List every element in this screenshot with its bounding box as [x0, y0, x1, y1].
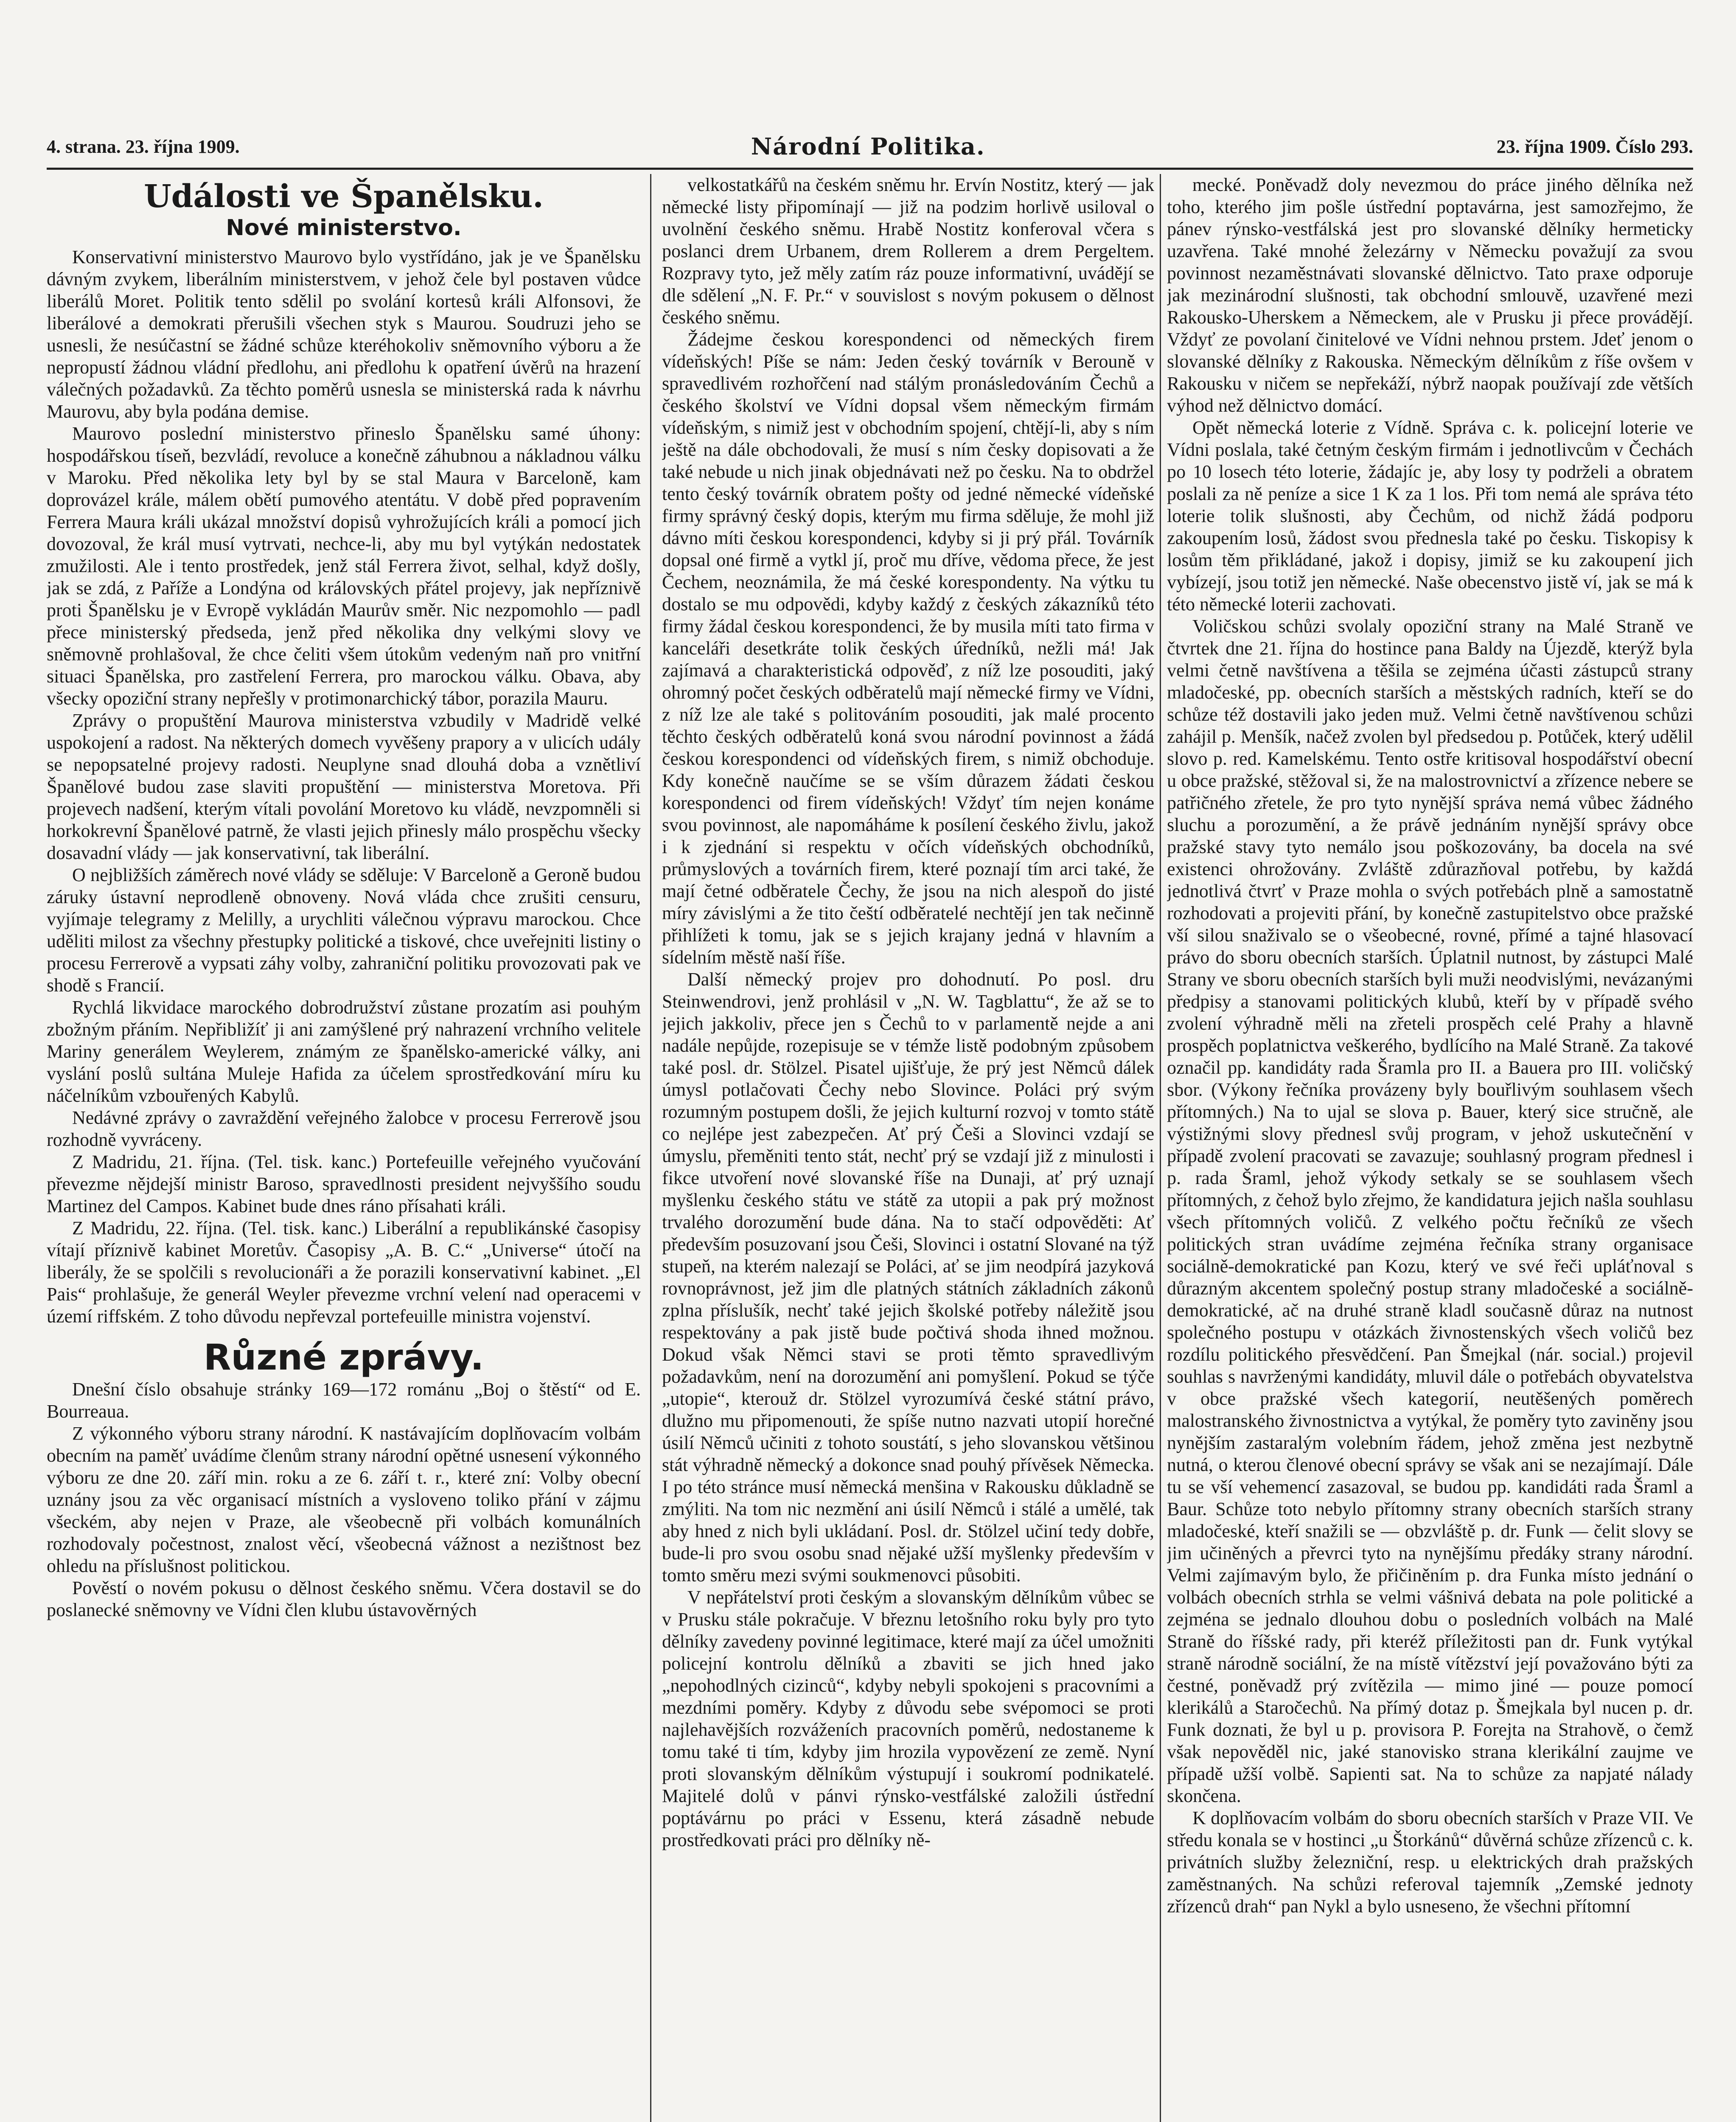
header-issue-number: 23. října 1909. Číslo 293. [1496, 136, 1693, 157]
paragraph: Voličskou schůzi svolaly opoziční strany na Malé Straně ve čtvrtek dne 21. října do hostince pana Baldy na Újezdě, kterýž byla velmi četně navštívena a těšila se zejména účasti zástupců strany mladočeské, pp. obecních starších a městských radních, kteří se do schůze též dostavili jako jeden muž. Velmi četně navštívenou schůzi zahájil p. Menšík, načež zvolen byl předsedou p. Potůček, který udělil slovo p. red. Kamelskému. Tento ostře kritisoval hospodářství obecní u obce pražské, stěžoval si, že na malostrovnictví a zřízence nebere se patřičného zřetele, že pro tyto nynější správa nemá vůbec žádného sluchu a porozumění, a že právě jednáním nynější správy obce pražské stavy tyto nemálo jsou poškozovány, ba docela na své existenci ohrožovány. Zvláště zdůrazňoval potřebu, by každá jednotlivá čtvrť v Praze mohla o svých potřebách plně a samostatně rozhodovati a projeviti přání, by konečně zastupitelstvo obce pražské vší silou snaživalo se o všeobecné, rovné, přímé a tajné hlasovací právo do sboru obecních starších. Úplatnil nutnost, by zástupci Malé Strany ve sboru obecních starších byli muži neodvislými, nevázanými předpisy a stanovami politických klubů, kteří by v případě svého zvolení výhradně měli na zřeteli prospěch celé Prahy a hlavně prospěch poplatnictva veškerého, bydlícího na Malé Straně. Za takové označil pp. kandidáty rada Šramla pro II. a Bauera pro III. voličský sbor. (Výkony řečníka provázeny byly bouřlivým souhlasem všech přítomných.) Na to ujal se slova p. Bauer, který sice stručně, ale výstižnými slovy přednesl svůj program, v jehož uskutečnění v případě zvolení pracovati se zavazuje; souhlasný program přednesl i p. rada Šraml, jehož výkody setkaly se se souhlasem všech přítomných, z čehož bylo zřejmo, že kandidatura jejich našla souhlasu všech přítomných voličů. Z velkého počtu řečníků ze všech politických stran uvádíme zejména řečníka strany organisace sociálně-demokratické pan Kozu, který ve své řeči upláťnoval s důrazným akcentem společný postup strany mladočeské a sociálně-demokratické, ač na druhé straně kladl současně důraz na nutnost společného postupu v otázkách živnostenských všech voličů bez rozdílu politického přesvědčení. Pan Šmejkal (nár. social.) projevil souhlas s navrženými kandidáty, mluvil dále o potřebách obyvatelstva v obce pražské všech kategorií, neutěšených poměrech malostranského živnostnictva a vytýkal, že poměry tyto zaviněny jsou nynějším zastaralým volebním řádem, jehož změna jest nezbytně nutná, o kterou členové obecní správy se však ani se nezajímají. Dále tu se vší vehemencí zasazoval, se budou pp. kandidáti rada Šraml a Baur. Schůze toto nebylo přítomny strany obecních starších strany mladočeské, kteří snažili se — obzvláště p. dr. Funk — čelit slovy se jim učiněných a převrci tyto na nynějšímu předáky strany národní. Velmi zajímavým bylo, že přičiněním p. dra Funka místo jednání o volbách obecních strhla se velmi vášnivá debata na pole politické a zejména se jednalo dlouhou dobu o posledních volbách na Malé Straně do říšské rady, při kteréž příležitosti pan dr. Funk vytýkal straně národně sociální, že na místě vítězství její považováno býti za čestné, poněvadž prý zvítězila — mimo jiné — pouze pomocí klerikálů a Staročechů. Na přímý dotaz p. Šmejkala byl nucen p. dr. Funk doznati, že byl u p. provisora P. Forejta na Strahově, o čemž však nepověděl nic, jaké stanovisko strana klerikální zaujme ve případě užší volbě. Sapienti sat. Na to schůze za napjaté nálady skončena. [1167, 616, 1693, 1806]
paragraph: Nedávné zprávy o zavraždění veřejného žalobce v procesu Ferrerově jsou rozhodně vyvráceny. [47, 1107, 641, 1150]
header-page-date: 4. strana. 23. října 1909. [47, 136, 240, 157]
paragraph: Maurovo poslední ministerstvo přineslo Španělsku samé úhony: hospodářskou tíseň, bezvládí, revoluce a konečně záhubnou a nákladnou válku v Maroku. Před několika lety byl by se stal Maura v Barceloně, kam doprovázel krále, málem obětí pumového atentátu. V době před popravením Ferrera Maura králi ukázal množství dopisů vyhrožujících králi a pomocí jich dovozoval, že král musí vytrvati, nechce-li, aby mu byl vytýkán nedostatek zmužilosti. Ale i tento prostředek, jenž stál Ferrera život, selhal, když došly, jak se zdá, z Paříže a Londýna od královských přátel projevy, jak nepříznivě proti Španělsku je v Evropě vykládán Maurův směr. Nic nezpomohlo — padl přece ministerský předseda, jenž před několika dny velkými slovy ve sněmovně prohlašoval, že chce čeliti všem útokům vedeným naň pro vnitřní situaci Španělska, pro zastřelení Ferrera, pro marockou válku. Obava, aby všecky opoziční strany nepřešly v protimonarchický tábor, porazila Mauru. [47, 423, 641, 709]
paragraph: Z Madridu, 22. října. (Tel. tisk. kanc.) Liberální a republikánské časopisy vítají příznivě kabinet Moretův. Časopisy „A. B. C.“ „Universe“ útočí na liberály, že se spolčili s revolucionáři a že porazili konservativní kabinet. „El Pais“ prohlašuje, že generál Weyler převezme vrchní velení nad operacemi v území riffském. Z toho důvodu nepřevzal portefeuille ministra vojenství. [47, 1218, 641, 1327]
paragraph: mecké. Poněvadž doly nevezmou do práce jiného dělníka než toho, kterého jim pošle ústřední poptavárna, jest samozřejmo, že pánev rýnsko-vestfálská jest pro slovanské dělníky hermeticky uzavřena. Také mnohé železárny v Německu považují za svou povinnost nezaměstnávati slovanské dělnictvo. Tato praxe odporuje jak mezinárodní slušnosti, tak obchodní smlouvě, uzavřené mezi Rakousko-Uherskem a Německem, ale v Prusku ji přece provádějí. Vždyť ze povolaní činitelové ve Vídni nehnou prstem. Jdeť jenom o slovanské dělníky z Rakouska. Německým dělníkům z říše ovšem v Rakousku v ničem se nepřekáží, nýbrž naopak používají zde větších výhod než dělnictvo domácí. [1167, 174, 1693, 416]
column-3 [1167, 174, 1693, 2122]
paragraph: Rychlá likvidace marockého dobrodružství zůstane prozatím asi pouhým zbožným přáním. Nepřibližíť ji ani zamýšlené prý nahrazení vrchního velitele Mariny generálem Weylerem, známým ze španělsko-americké války, ani vyslání poslů sultána Muleje Hafida za účelem sprostředkování míru ku náčelníkům vzbouřených Kabylů. [47, 997, 641, 1106]
paragraph: Zprávy o propuštění Maurova ministerstva vzbudily v Madridě velké uspokojení a radost. Na některých domech vyvěšeny prapory a v ulicích udály se nepopsatelné projevy radosti. Neuplyne snad dlouhá doba a vznětliví Španělové budou zase slaviti propuštění — ministerstva Moretova. Při projevech nadšení, kterým vítali povolání Moretovo ku vládě, nevzpomněli si horkokrevní Španělové patrně, že vlasti jejich přinesly málo prospěchu všecky dosavadní vlády — jak konservativní, tak liberální. [47, 710, 641, 863]
column-2 [662, 174, 1154, 2122]
paragraph: Z výkonného výboru strany národní. K nastávajícím doplňovacím volbám obecním na paměť uvádíme členům strany národní opětné usnesení výkonného výboru ze dne 20. září min. roku a ze 6. září t. r., které zní: Volby obecní uznány jsou za věc organisací místních a vysloveno toliko přání v zájmu všeckém, aby nejen v Praze, ale všeobecně při volbách komunálních rozhodovaly počestnost, znalost věcí, všeobecná vážnost a nezištnost bez ohledu na příslušnost politickou. [47, 1423, 641, 1576]
paragraph: Z Madridu, 21. října. (Tel. tisk. kanc.) Portefeuille veřejného vyučování převezme nějdejší ministr Baroso, spravedlnosti president nejvyššího soudu Martinez del Campos. Kabinet bude dnes ráno přísahati králi. [47, 1151, 641, 1216]
paragraph: Opět německá loterie z Vídně. Správa c. k. policejní loterie ve Vídni poslala, také četným českým firmám i jednotlivcům v Čechách po 10 losech této loterie, žádajíc je, aby losy ty podrželi a obratem poslali za ně peníze a sice 1 K za 1 los. Při tom nemá ale správa této loterie tolik slušnosti, aby Čechům, od nichž žádá podporu zakoupením losů, žádost svou přednesla také po česku. Tiskopisy k losům těm přikládané, jakož i dopisy, jimiž se ku zakoupení jich vybízejí, jsou totiž jen německé. Naše obecenstvo jistě ví, jak se má k této německé loterii zachovati. [1167, 417, 1693, 615]
paragraph: Žádejme českou korespondenci od německých firem vídeňských! Píše se nám: Jeden český továrník v Berouně v spravedlivém rozhořčení nad stálým pronásledováním Čechů a českého školství ve Vídni dopsal všem německým firmám vídeňským, s nimiž jest v obchodním spojení, chtějí-li, aby s ním ještě na dále obchodovali, že musí s ním česky dopisovati a že také nebude u nich jinak objednávati než po česku. Na to obdržel tento český továrník obratem pošty od jedné německé vídeňské firmy správný český dopis, kterým mu firma sděluje, že mohl již dávno míti českou korespondenci, kdyby si ji prý přál. Továrník dopsal oné firmě a vytkl jí, proč mu dříve, vědoma přece, že jest Čechem, neoznámila, že má české korespondenty. Na výtku tu dostalo se mu odpovědi, kdyby každý z českých zákazníků této firmy žádal českou korespondenci, že by musila míti tato firma v kanceláři desetkráte tolik českých úředníků, nežli má! Jak zajímavá a charakteristická odpověď, z níž lze posouditi, jaký ohromný počet českých odběratelů mají německé firmy ve Vídni, z níž lze ale také s politováním posouditi, jak malé procento těchto českých odběratelů koná svou národní povinnost a žádá českou korespondenci od vídeňských firem, s nimiž obchoduje. Kdy konečně naučíme se se vším důrazem žádati českou korespondenci od firem vídeňských! Vždyť tím nejen konáme svou povinnost, ale napomáháme k posílení českého živlu, jakož i k zjednání si respektu v očích vídeňských obchodníků, průmyslových a továrních firem, které poznají tím arci také, že mají četné odběratele Čechy, že jsou na nich alespoň do jisté míry závislými a že tito čeští odběratelé nechtějí jen tak nečinně přihlížeti k tomu, jak se s jejich krajany jedná v hlavním a sídelním městě naší říše. [662, 329, 1154, 968]
paragraph: Pověstí o novém pokusu o dělnost českého sněmu. Včera dostavil se do poslanecké sněmovny ve Vídni člen klubu ústavověrných [47, 1577, 641, 1620]
article-headline: Události ve Španělsku. [144, 178, 544, 215]
header-rule [47, 168, 1693, 170]
column-divider [1160, 174, 1161, 2122]
masthead: Národní Politika. [751, 133, 985, 160]
page-header [47, 127, 1693, 166]
paragraph: Další německý projev pro dohodnutí. Po posl. dru Steinwendrovi, jenž prohlásil v „N. W. Tagblattu“, že až se to jejich jakkoliv, přece jen s Čechů to v parlamentě nejde a ani nadále nepůjde, rozepisuje se v témže listě podobným způsobem také posl. dr. Stölzel. Pisatel ujišťuje, že prý jest Němců dálek úmysl potlačovati Čechy nebo Slovince. Poláci prý svým rozumným postupem došli, že jejich kulturní rozvoj v tomto státě co nejlépe jest zabezpečen. Ať prý Češi a Slovinci vzdají se úmyslu, přeměniti tento stát, nechť prý se vzdají již z minulosti i fikce utvoření nové slovanské říše na Dunaji, ať prý uznají myšlenku českého státu ve státě za utopii a pak prý možnost trvalého dorozumění bude dána. Na to stačí odpověděti: Ať především posuzovaní jsou Češi, Slovinci i ostatní Slované na týž stupeň, na kterém nalezají se Poláci, ať se jim neodpírá jazyková rovnoprávnost, jež jim dle platných státních základních zákonů zplna příslušík, nechť také jejich školské potřeby náležitě jsou respektovány a pak jistě bude počtivá shoda ihned možnou. Dokud však Němci stavi se proti těmto spravedlivým požadavkům, není na dorozumění ani pomyšlení. Pokud se týče „utopie“, kterouž dr. Stölzel vyrozumívá české státní právo, dlužno mu připomenouti, že spíše nutno nazvati utopií horečné úsilí Němců učiniti z tohoto soustátí, s jeho slovanskou většinou stát výhradně německý a dokonce snad pouhý přívěsek Německa. I po této stránce musí německá menšina v Rakousku důkladně se zmýliti. Na tom nic nezmění ani úsilí Němců i stálé a umělé, tak aby hned z nich byli ukládaní. Posl. dr. Stölzel učiní tedy dobře, bude-li pro svou osobu snad nějaké užší myšlenky především v tomto směru mezi svými soukmenovci působiti. [662, 969, 1154, 1586]
article-subhead: Nové ministerstvo. [226, 215, 462, 241]
column-1 [47, 174, 641, 2122]
paragraph: Konservativní ministerstvo Maurovo bylo vystřídáno, jak je ve Španělsku dávným zvykem, liberálním ministerstvem, v jehož čele byl postaven vůdce liberálů Moret. Politik tento sdělil po svolání kortesů králi Alfonsovi, že liberálové a demokrati přerušili všechen styk s Maurou. Soudruzi jeho se usnesli, že nesúčastní se žádné schůze kteréhokoliv sněmovního výboru a že nepropustí žádnou vládní předlohu, ani předlohu k opatření úvěrů na hrazení válečných požadavků. Za těchto poměrů usnesla se ministerská rada k návrhu Maurovu, aby byla podána demise. [47, 247, 641, 422]
paragraph: V nepřátelství proti českým a slovanským dělníkům vůbec se v Prusku stále pokračuje. V březnu letošního roku byly pro tyto dělníky zavedeny povinné legitimace, které mají za účel umožniti policejní kontrolu dělníků a zbaviti se jich hned jako „nepohodlných cizinců“, kdyby nebyli spokojeni s pracovními a mezdními poměry. Kdyby z důvodu sebe svépomoci se proti najlehavějších rozváženích pracovních poměrů, nedostaneme k tomu také ti tím, kdyby jim hrozila vypovězení ze země. Nyní proti slovanským dělníkům výstupují i soukromí podnikatelé. Majitelé dolů v pánvi rýnsko-vestfálské založili ústřední poptávárnu po práci v Essenu, která zásadně nebude prostředkovati práci pro dělníky ně- [662, 1587, 1154, 1850]
paragraph: Dnešní číslo obsahuje stránky 169—172 románu „Boj o štěstí“ od E. Bourreaua. [47, 1379, 641, 1422]
paragraph: O nejbližších záměrech nové vlády se sděluje: V Barceloně a Geroně budou záruky ústavní neprodleně obnoveny. Nová vláda chce zrušiti censuru, vyjímaje telegramy z Melilly, a urychliti válečnou výpravu marockou. Chce uděliti milost za všechny přestupky politické a tiskové, chce uveřejniti listiny o procesu Ferrerově a vypsati záhy volby, zahraniční politiku provozovati pak ve shodě s Francií. [47, 865, 641, 996]
section-headline: Různé zprávy. [203, 1336, 484, 1378]
paragraph: velkostatkářů na českém sněmu hr. Ervín Nostitz, který — jak německé listy připomínají — již na podzim horlivě usiloval o uvolnění českého sněmu. Hrabě Nostitz konferoval včera s poslanci drem Urbanem, drem Rollerem a drem Pergeltem. Rozpravy tyto, jež měly zatím ráz pouze informativní, uvádějí se dle sdělení „N. F. Pr.“ v souvislost s novým pokusem o dělnost českého sněmu. [662, 174, 1154, 328]
paragraph: K doplňovacím volbám do sboru obecních starších v Praze VII. Ve středu konala se v hostinci „u Štorkánů“ důvěrná schůze zřízenců c. k. privátních služby železniční, resp. u elektrických drah pražských zaměstnaných. Na schůzi referoval tajemník „Zemské jednoty zřízenců drah“ pan Nykl a bylo usneseno, že všechni přítomní [1167, 1808, 1693, 1917]
column-divider [650, 174, 651, 2122]
